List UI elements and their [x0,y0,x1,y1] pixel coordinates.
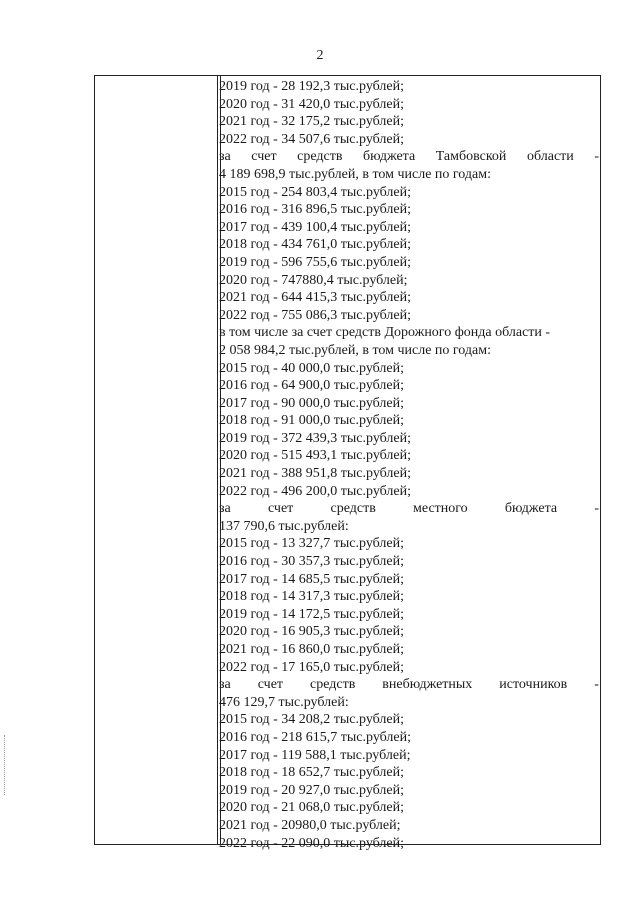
word: за [219,149,231,165]
text-line: 2016 год - 64 900,0 тыс.рублей; [219,378,405,394]
text-line: 2021 год - 32 175,2 тыс.рублей; [219,114,405,130]
word: бюджета [504,501,558,517]
text-line: 2019 год - 596 755,6 тыс.рублей; [219,254,412,270]
text-line: 2015 год - 40 000,0 тыс.рублей; [219,360,405,376]
word: - [594,149,599,165]
text-line: 2017 год - 14 685,5 тыс.рублей; [219,571,405,587]
word: за [219,501,231,517]
column-divider [217,76,218,844]
text-line: 2020 год - 31 420,0 тыс.рублей; [219,96,405,112]
word: источников [499,677,568,693]
text-line: в том числе за счет средств Дорожного фонда области - [219,325,551,341]
text-line: 2020 год - 515 493,1 тыс.рублей; [219,448,412,464]
text-line: 2018 год - 434 761,0 тыс.рублей; [219,237,412,253]
word: счет [267,501,294,517]
text-line: 2017 год - 439 100,4 тыс.рублей; [219,219,412,235]
text-line: 2015 год - 13 327,7 тыс.рублей; [219,536,405,552]
text-line: 2016 год - 30 357,3 тыс.рублей; [219,554,405,570]
text-line: 2021 год - 644 415,3 тыс.рублей; [219,290,412,306]
text-line: 2022 год - 496 200,0 тыс.рублей; [219,483,412,499]
text-line: 2019 год - 28 192,3 тыс.рублей; [219,79,405,94]
text-line: 2020 год - 747880,4 тыс.рублей; [219,272,408,288]
word: средств [297,149,343,165]
word: счет [251,149,277,165]
word: бюджета [362,149,416,165]
text-line: 2019 год - 14 172,5 тыс.рублей; [219,606,405,622]
word: - [594,677,599,693]
text-line: 2021 год - 388 951,8 тыс.рублей; [219,466,412,482]
word: - [594,501,599,517]
funding-text-cell [219,78,599,852]
text-line: 2016 год - 316 896,5 тыс.рублей; [219,202,412,218]
text-line: 2015 год - 254 803,4 тыс.рублей; [219,184,412,200]
text-line: 2021 год - 16 860,0 тыс.рублей; [219,642,405,657]
word: Тамбовской [435,149,507,165]
word: средств [330,501,376,517]
text-line: 2015 год - 34 208,2 тыс.рублей; [219,712,405,728]
text-line: 476 129,7 тыс.рублей: [219,694,349,710]
justified-line [219,148,599,166]
text-line: 2 058 984,2 тыс.рублей, в том числе по годам: [219,342,491,358]
page-number: 2 [316,48,324,63]
text-line: 2017 год - 90 000,0 тыс.рублей; [219,395,405,411]
text-line: 2017 год - 119 588,1 тыс.рублей; [219,747,411,763]
text-line: 2022 год - 755 086,3 тыс.рублей; [219,307,412,323]
text-line: 2020 год - 16 905,3 тыс.рублей; [219,624,405,640]
text-line: 2016 год - 218 615,7 тыс.рублей; [219,729,412,745]
text-line: 2019 год - 20 927,0 тыс.рублей; [219,782,405,798]
text-line: 2018 год - 18 652,7 тыс.рублей; [219,765,405,781]
word: за [219,677,231,693]
word: счет [257,677,284,693]
justified-line [219,676,599,694]
text-line: 2021 год - 20980,0 тыс.рублей; [219,817,401,833]
scan-edge-mark [4,735,6,795]
text-line: 137 790,6 тыс.рублей: [219,518,349,534]
word: местного [413,501,468,517]
word: области [526,149,574,165]
text-line: 4 189 698,9 тыс.рублей, в том числе по годам: [219,166,491,182]
text-line: 2019 год - 372 439,3 тыс.рублей; [219,430,412,446]
text-line: 2018 год - 91 000,0 тыс.рублей; [219,413,405,429]
text-line: 2022 год - 17 165,0 тыс.рублей; [219,659,405,675]
text-line: 2022 год - 34 507,6 тыс.рублей; [219,131,405,147]
text-line: 2020 год - 21 068,0 тыс.рублей; [219,800,405,816]
text-line: 2018 год - 14 317,3 тыс.рублей; [219,589,405,605]
word: внебюджетных [382,677,473,693]
word: средств [310,677,356,693]
text-line: 2022 год - 22 090,0 тыс.рублей; [219,835,405,851]
justified-line [219,500,599,518]
